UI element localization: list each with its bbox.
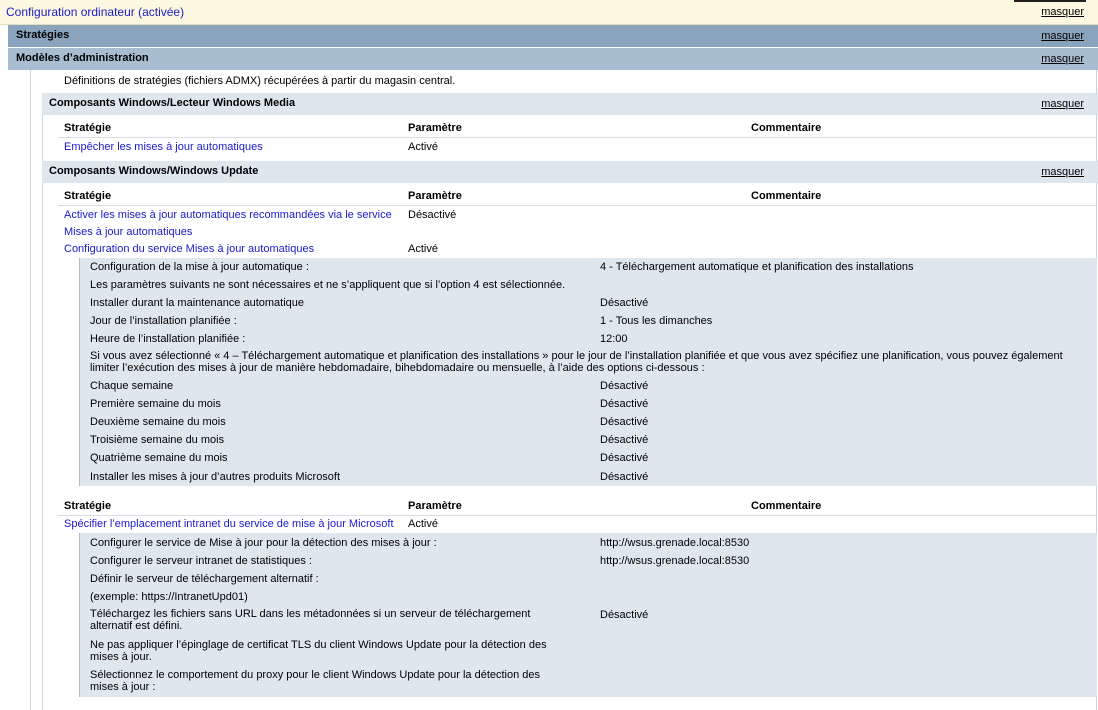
config-key: Heure de l’installation planifiée : [90,333,246,345]
hide-wu-link[interactable]: masquer [1041,166,1084,178]
tree-guide-line [30,70,31,710]
week-option-value: Désactivé [600,416,649,428]
policy-link-configure-auto-updates[interactable]: Configuration du service Mises à jour automatiques [64,243,315,255]
week-option-value: Désactivé [600,380,649,392]
policy-link-block-auto-updates[interactable]: Empêcher les mises à jour automatiques [64,141,263,153]
row-divider [58,515,1096,516]
auto-update-config-table [79,258,1097,486]
tree-guide-line [42,115,43,710]
wu-section-title: Composants Windows/Windows Update [49,165,259,177]
policy-link-recommended-updates[interactable]: Activer les mises à jour automatiques recommandées via le service [64,209,392,221]
config-key: Installer les mises à jour d’autres produits Microsoft [90,471,341,483]
policy-setting: Activé [408,518,438,530]
col-comment-header: Commentaire [751,500,822,512]
wu-section-header [42,161,1098,183]
config-value: http://wsus.grenade.local:8530 [600,537,750,549]
config-value: http://wsus.grenade.local:8530 [600,555,750,567]
week-option-key: Chaque semaine [90,380,174,392]
scroll-indicator [1014,0,1086,2]
col-policy-header: Stratégie [64,500,112,512]
config-value: Désactivé [600,609,649,621]
week-option-value: Désactivé [600,452,649,464]
config-key: Les paramètres suivants ne sont nécessaires et ne s’appliquent que si l’option 4 est sélectionnée. [90,279,566,291]
strategies-band [8,25,1098,47]
week-option-value: Désactivé [600,434,649,446]
col-policy-header: Stratégie [64,122,112,134]
policy-setting: Activé [408,141,438,153]
week-option-key: Deuxième semaine du mois [90,416,226,428]
policy-setting: Activé [408,243,438,255]
config-key: Installer durant la maintenance automatique [90,297,305,309]
config-value: 4 - Téléchargement automatique et planification des installations [600,261,914,273]
policy-link-automatic-updates[interactable]: Mises à jour automatiques [64,226,193,238]
config-key: Sélectionnez le comportement du proxy pour le client Windows Update pour la détection des mises à jour : [90,669,541,693]
intranet-config-table [79,533,1097,697]
hide-admin-templates-link[interactable]: masquer [1041,53,1084,65]
config-key: Jour de l’installation planifiée : [90,315,237,327]
hide-wmp-link[interactable]: masquer [1041,98,1084,110]
config-value: 1 - Tous les dimanches [600,315,713,327]
config-value: 12:00 [600,333,628,345]
policy-link-intranet-location[interactable]: Spécifier l’emplacement intranet du service de mise à jour Microsoft [64,518,394,530]
row-divider [58,137,1096,138]
wmp-section-title: Composants Windows/Lecteur Windows Media [49,97,296,109]
col-policy-header: Stratégie [64,190,112,202]
week-option-key: Quatrième semaine du mois [90,452,228,464]
config-key: Configuration de la mise à jour automatique : [90,261,309,273]
row-divider [58,205,1096,206]
week-option-key: Première semaine du mois [90,398,221,410]
schedule-note: Si vous avez sélectionné « 4 – Téléchargement automatique et planification des installations » pour le jour de l’installation planifiée et que vous avez spécifiez une planification, vous pouvez également limiter l’exécution des mises à jour de manière hebdomadaire, bihebdomadaire ou mensuelle, à l’aide des options ci-dessous : [90,350,1063,374]
col-setting-header: Paramètre [408,190,462,202]
config-key: (exemple: https://IntranetUpd01) [90,591,248,603]
strategies-title: Stratégies [16,29,70,41]
col-setting-header: Paramètre [408,122,462,134]
col-setting-header: Paramètre [408,500,462,512]
computer-config-header [0,0,1098,25]
hide-strategies-link[interactable]: masquer [1041,30,1084,42]
col-comment-header: Commentaire [751,122,822,134]
col-comment-header: Commentaire [751,190,822,202]
config-key: Téléchargez les fichiers sans URL dans les métadonnées si un serveur de téléchargement alternatif est défini. [90,608,531,632]
config-key: Configurer le serveur intranet de statistiques : [90,555,312,567]
config-value: Désactivé [600,471,649,483]
wmp-section-header [42,93,1098,115]
policy-setting: Désactivé [408,209,457,221]
admin-templates-title: Modèles d’administration [16,52,149,64]
computer-config-title[interactable]: Configuration ordinateur (activée) [6,5,185,19]
admin-templates-band [8,48,1098,70]
config-value: Désactivé [600,297,649,309]
week-option-key: Troisième semaine du mois [90,434,225,446]
admx-note: Définitions de stratégies (fichiers ADMX) récupérées à partir du magasin central. [64,75,456,87]
config-key: Configurer le service de Mise à jour pour la détection des mises à jour : [90,537,437,549]
config-key: Définir le serveur de téléchargement alternatif : [90,573,319,585]
config-key: Ne pas appliquer l’épinglage de certificat TLS du client Windows Update pour la détection des mises à jour. [90,639,547,663]
week-option-value: Désactivé [600,398,649,410]
hide-computer-config-link[interactable]: masquer [1041,6,1084,18]
